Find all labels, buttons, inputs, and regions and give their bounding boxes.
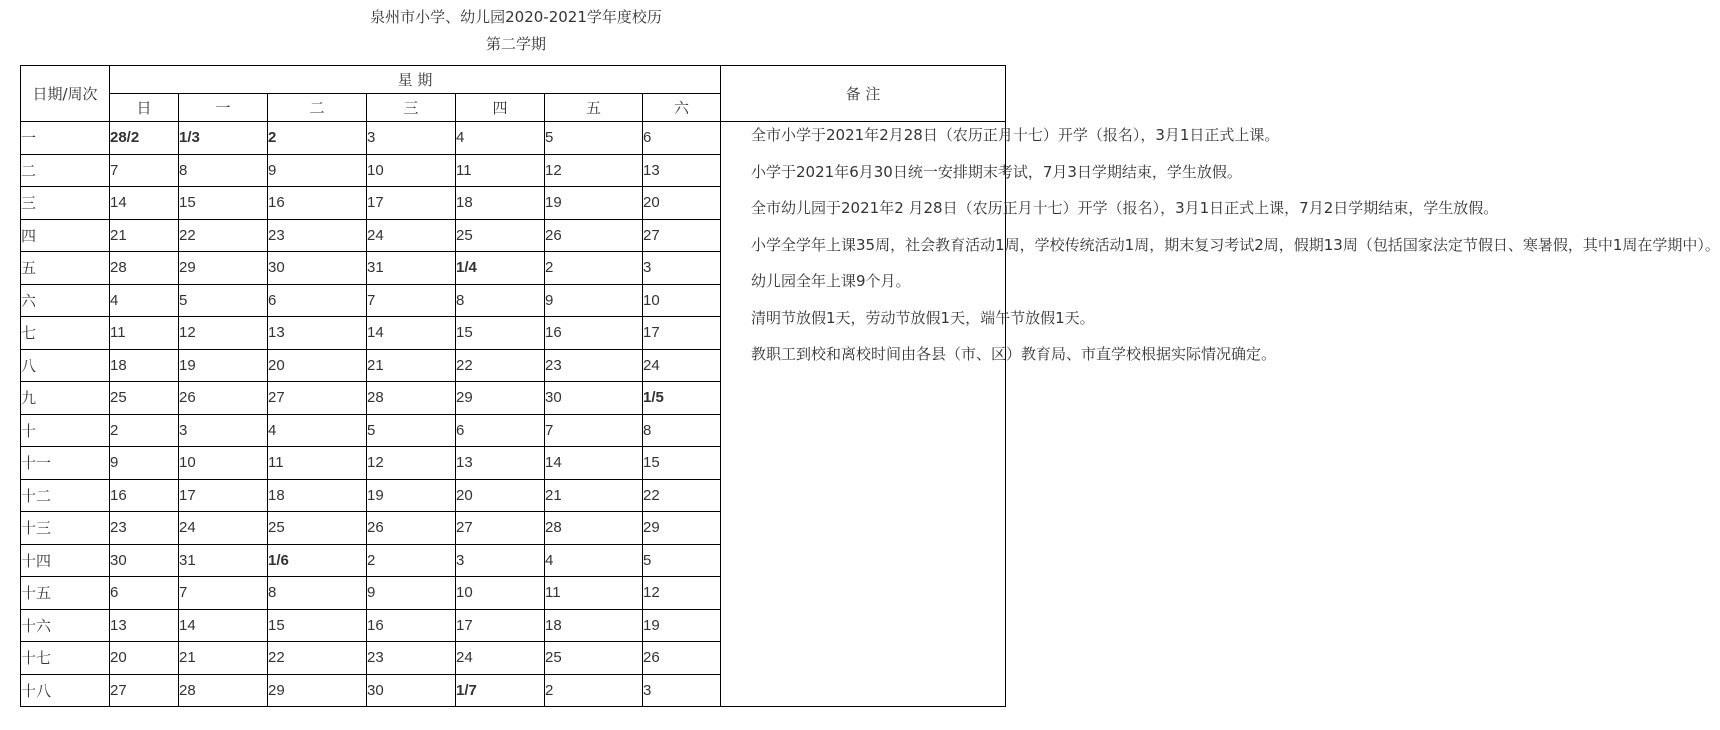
date-cell: 23 [268,219,367,252]
month-start-date-cell: 1/7 [456,674,545,707]
date-cell: 22 [643,479,721,512]
date-cell: 23 [367,642,456,675]
date-cell: 29 [268,674,367,707]
date-cell: 31 [179,544,268,577]
date-cell: 29 [456,382,545,415]
date-cell: 5 [367,414,456,447]
weekday-group-header: 星 期 [110,66,721,94]
date-cell: 6 [110,577,179,610]
note-paragraph: 小学全学年上课35周，社会教育活动1周，学校传统活动1周，期末复习考试2周，假期13周（包括国家法定节假日、寒暑假，其中1周在学期中）。 [751,235,1720,254]
date-cell: 5 [643,544,721,577]
date-cell: 16 [545,317,643,350]
date-cell: 18 [268,479,367,512]
date-cell: 3 [643,252,721,285]
date-cell: 6 [268,284,367,317]
note-paragraph: 清明节放假1天，劳动节放假1天，端午节放假1天。 [751,308,1095,327]
date-cell: 4 [110,284,179,317]
date-cell: 4 [268,414,367,447]
date-cell: 26 [545,219,643,252]
note-paragraph: 全市小学于2021年2月28日（农历正月十七）开学（报名），3月1日正式上课。 [751,126,1280,144]
date-cell: 3 [179,414,268,447]
date-cell: 19 [545,187,643,220]
date-cell: 7 [367,284,456,317]
week-number-cell: 二 [21,154,110,187]
date-cell: 17 [179,479,268,512]
date-cell: 18 [456,187,545,220]
week-number-cell: 十六 [21,609,110,642]
date-cell: 6 [643,122,721,155]
header-row-primary [21,66,1006,94]
note-paragraph: 教职工到校和离校时间由各县（市、区）教育局、市直学校根据实际情况确定。 [751,345,1277,363]
date-cell: 28 [367,382,456,415]
date-cell: 25 [456,219,545,252]
date-cell: 21 [110,219,179,252]
weekday-header-thu: 四 [456,94,545,122]
date-cell: 7 [545,414,643,447]
date-cell: 5 [179,284,268,317]
date-cell: 4 [456,122,545,155]
month-start-date-cell: 2 [268,122,367,155]
date-cell: 2 [110,414,179,447]
date-cell: 10 [179,447,268,480]
date-cell: 15 [643,447,721,480]
date-cell: 12 [367,447,456,480]
date-cell: 28 [179,674,268,707]
date-cell: 11 [268,447,367,480]
week-number-cell: 十七 [21,642,110,675]
date-cell: 30 [367,674,456,707]
date-cell: 27 [643,219,721,252]
date-cell: 12 [179,317,268,350]
week-number-cell: 八 [21,349,110,382]
date-cell: 6 [456,414,545,447]
date-cell: 26 [643,642,721,675]
weekday-header-wed: 三 [367,94,456,122]
calendar-body [21,122,1720,707]
date-cell: 11 [456,154,545,187]
date-cell: 13 [110,609,179,642]
date-cell: 28 [110,252,179,285]
date-cell: 15 [179,187,268,220]
date-cell: 10 [643,284,721,317]
weekday-header-tue: 二 [268,94,367,122]
date-cell: 30 [110,544,179,577]
document-title: 泉州市小学、幼儿园2020-2021学年度校历 [370,8,662,26]
notes-cell [721,122,1720,707]
date-cell: 21 [367,349,456,382]
week-number-cell: 四 [21,219,110,252]
date-cell: 13 [456,447,545,480]
date-cell: 29 [179,252,268,285]
date-cell: 21 [545,479,643,512]
date-cell: 8 [456,284,545,317]
date-week-header: 日期/周次 [21,66,110,122]
week-number-cell: 五 [21,252,110,285]
date-cell: 15 [456,317,545,350]
date-cell: 14 [367,317,456,350]
date-cell: 25 [268,512,367,545]
date-cell: 25 [110,382,179,415]
date-cell: 10 [367,154,456,187]
date-cell: 21 [179,642,268,675]
date-cell: 24 [456,642,545,675]
date-cell: 8 [643,414,721,447]
week-number-cell: 十四 [21,544,110,577]
date-cell: 31 [367,252,456,285]
date-cell: 12 [643,577,721,610]
week-number-cell: 十八 [21,674,110,707]
date-cell: 12 [545,154,643,187]
document-subtitle: 第二学期 [485,35,546,53]
date-cell: 24 [179,512,268,545]
week-number-cell: 十一 [21,447,110,480]
date-cell: 3 [367,122,456,155]
date-cell: 25 [545,642,643,675]
date-cell: 30 [545,382,643,415]
date-cell: 14 [110,187,179,220]
week-number-cell: 一 [21,122,110,155]
date-cell: 8 [268,577,367,610]
date-cell: 2 [367,544,456,577]
date-cell: 30 [268,252,367,285]
date-cell: 20 [643,187,721,220]
date-cell: 9 [367,577,456,610]
date-cell: 4 [545,544,643,577]
date-cell: 18 [110,349,179,382]
date-cell: 8 [179,154,268,187]
weekday-header-sat: 六 [643,94,721,122]
date-cell: 9 [545,284,643,317]
week-number-cell: 十 [21,414,110,447]
week-number-cell: 九 [21,382,110,415]
date-cell: 16 [367,609,456,642]
notes-header: 备 注 [721,66,1006,122]
date-cell: 24 [367,219,456,252]
note-paragraph: 小学于2021年6月30日统一安排期末考试，7月3日学期结束，学生放假。 [751,162,1242,181]
week-number-cell: 十三 [21,512,110,545]
week-number-cell: 七 [21,317,110,350]
date-cell: 22 [179,219,268,252]
date-cell: 28 [545,512,643,545]
date-cell: 3 [643,674,721,707]
date-cell: 14 [179,609,268,642]
date-cell: 20 [456,479,545,512]
date-cell: 22 [456,349,545,382]
month-start-date-cell: 1/3 [179,122,268,155]
month-start-date-cell: 1/6 [268,544,367,577]
date-cell: 20 [110,642,179,675]
date-cell: 2 [545,252,643,285]
date-cell: 23 [110,512,179,545]
week-number-cell: 六 [21,284,110,317]
date-cell: 27 [268,382,367,415]
date-cell: 19 [179,349,268,382]
date-cell: 19 [367,479,456,512]
week-number-cell: 十五 [21,577,110,610]
date-cell: 17 [367,187,456,220]
date-cell: 3 [456,544,545,577]
weekday-header-sun: 日 [110,94,179,122]
weekday-header-fri: 五 [545,94,643,122]
date-cell: 5 [545,122,643,155]
date-cell: 9 [110,447,179,480]
date-cell: 27 [110,674,179,707]
date-cell: 7 [110,154,179,187]
date-cell: 18 [545,609,643,642]
week-row [21,122,1006,155]
date-cell: 7 [179,577,268,610]
date-cell: 17 [643,317,721,350]
date-cell: 14 [545,447,643,480]
date-cell: 17 [456,609,545,642]
date-cell: 2 [545,674,643,707]
month-start-date-cell: 1/5 [643,382,721,415]
date-cell: 27 [456,512,545,545]
calendar-table [20,65,1720,707]
date-cell: 10 [456,577,545,610]
date-cell: 11 [110,317,179,350]
date-cell: 9 [268,154,367,187]
date-cell: 16 [268,187,367,220]
note-paragraph: 幼儿园全年上课9个月。 [751,272,911,290]
date-cell: 20 [268,349,367,382]
weekday-header-mon: 一 [179,94,268,122]
month-start-date-cell: 1/4 [456,252,545,285]
date-cell: 19 [643,609,721,642]
date-cell: 15 [268,609,367,642]
date-cell: 13 [268,317,367,350]
month-start-date-cell: 28/2 [110,122,179,155]
date-cell: 29 [643,512,721,545]
date-cell: 24 [643,349,721,382]
date-cell: 11 [545,577,643,610]
date-cell: 23 [545,349,643,382]
date-cell: 13 [643,154,721,187]
note-paragraph: 全市幼儿园于2021年2 月28日（农历正月十七）开学（报名），3月1日正式上课，7月2日学期结束，学生放假。 [751,199,1499,217]
week-number-cell: 三 [21,187,110,220]
date-cell: 26 [367,512,456,545]
week-number-cell: 十二 [21,479,110,512]
date-cell: 16 [110,479,179,512]
date-cell: 22 [268,642,367,675]
date-cell: 26 [179,382,268,415]
